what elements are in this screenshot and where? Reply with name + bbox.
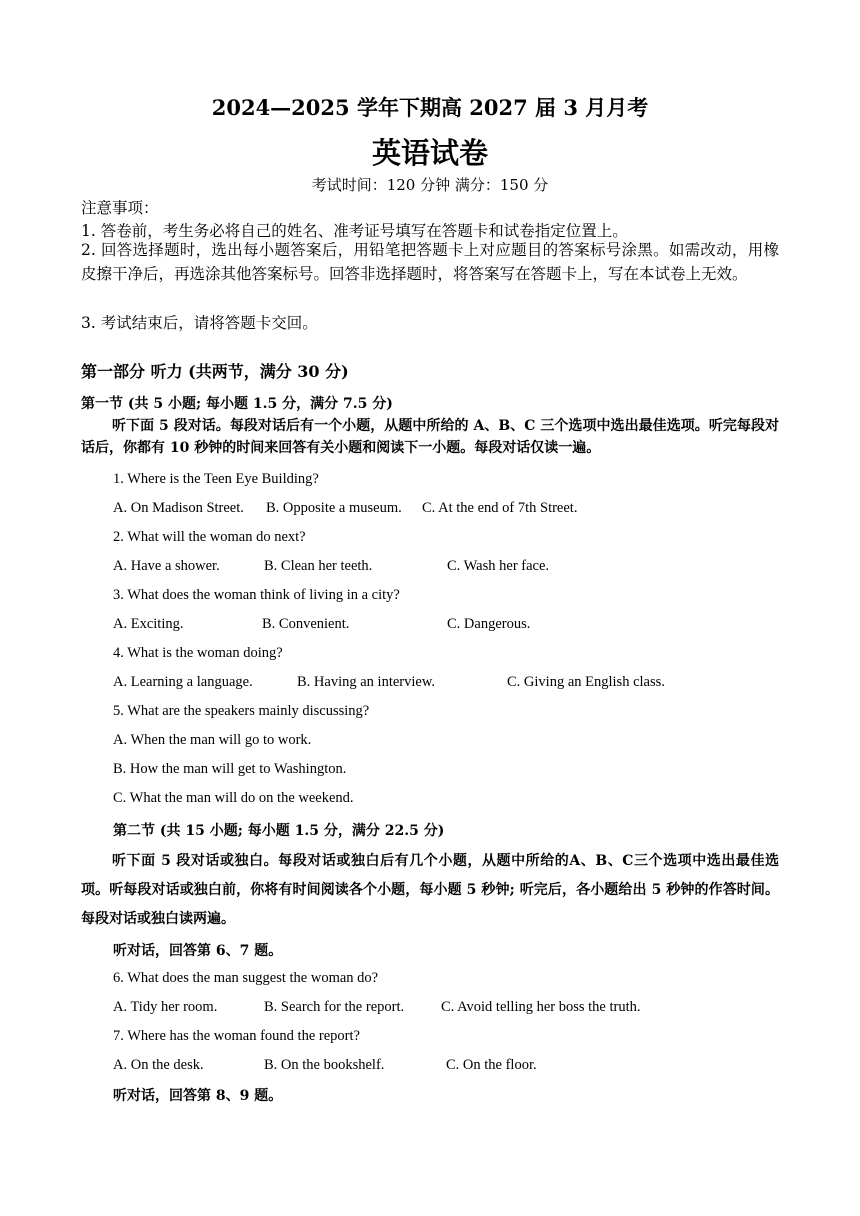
option-7a: A. On the desk.	[113, 1057, 204, 1073]
exam-title: 2024—2025 学年下期高 2027 届 3 月月考	[211, 95, 649, 120]
option-6b: B. Search for the report.	[264, 999, 405, 1015]
option-4a: A. Learning a language.	[113, 674, 253, 690]
question-6: 6. What does the man suggest the woman do?	[113, 970, 379, 986]
question-7: 7. Where has the woman found the report?	[113, 1028, 360, 1044]
part1-title: 第一部分 听力 (共两节，满分 30 分)	[81, 362, 349, 381]
section2-instructions: 听下面 5 段对话或独白。每段对话或独白后有几个小题，从题中所给的A、B、C三个选项中选出最佳选项。听每段对话或独白前，你将有时间阅读各个小题，每小题 5 秒钟; 听完后，各小题给出 5 秒钟的作答时间。每段对话或独白读两遍。	[81, 853, 779, 927]
option-5b: B. How the man will get to Washington.	[113, 761, 347, 777]
option-1b: B. Opposite a museum.	[266, 500, 402, 516]
section1-instructions: 听下面 5 段对话。每段对话后有一个小题，从题中所给的 A、B、C 三个选项中选出最佳选项。听完每段对话后，你都有 10 秒钟的时间来回答有关小题和阅读下一小题。每段对话仅读一遍。	[81, 418, 779, 456]
notice-item-1: 1. 答卷前，考生务必将自己的姓名、准考证号填写在答题卡和试卷指定位置上。	[81, 222, 628, 240]
question-1: 1. Where is the Teen Eye Building?	[113, 471, 319, 487]
option-2a: A. Have a shower.	[113, 558, 220, 574]
notice-item-3: 3. 考试结束后，请将答题卡交回。	[81, 314, 318, 332]
question-5: 5. What are the speakers mainly discussing?	[113, 703, 370, 719]
option-4c: C. Giving an English class.	[507, 674, 665, 690]
question-2: 2. What will the woman do next?	[113, 529, 306, 545]
option-3b: B. Convenient.	[262, 616, 350, 632]
option-6c: C. Avoid telling her boss the truth.	[441, 999, 641, 1015]
option-1a: A. On Madison Street.	[113, 500, 244, 516]
option-7b: B. On the bookshelf.	[264, 1057, 385, 1073]
option-5c: C. What the man will do on the weekend.	[113, 790, 354, 806]
question-3: 3. What does the woman think of living in a city?	[113, 587, 400, 603]
exam-meta: 考试时间：120 分钟 满分：150 分	[311, 176, 549, 194]
subject-title: 英语试卷	[371, 136, 488, 170]
section2-title: 第二节 (共 15 小题; 每小题 1.5 分，满分 22.5 分)	[113, 823, 445, 839]
option-5a: A. When the man will go to work.	[113, 732, 312, 748]
section1-title: 第一节 (共 5 小题; 每小题 1.5 分，满分 7.5 分)	[81, 396, 393, 412]
notice-heading: 注意事项：	[81, 199, 159, 217]
question-4: 4. What is the woman doing?	[113, 645, 283, 661]
group-6-7-heading: 听对话，回答第 6、7 题。	[113, 943, 283, 959]
notice-item-2: 2. 回答选择题时，选出每小题答案后，用铅笔把答题卡上对应题目的答案标号涂黑。如需改动，用橡皮擦干净后，再选涂其他答案标号。回答非选择题时，将答案写在答题卡上，写在本试卷上无效。	[81, 241, 779, 283]
option-6a: A. Tidy her room.	[113, 999, 218, 1015]
option-1c: C. At the end of 7th Street.	[422, 500, 578, 516]
option-4b: B. Having an interview.	[297, 674, 435, 690]
option-2c: C. Wash her face.	[447, 558, 550, 574]
option-7c: C. On the floor.	[446, 1057, 537, 1073]
option-3c: C. Dangerous.	[447, 616, 531, 632]
group-8-9-heading: 听对话，回答第 8、9 题。	[113, 1088, 283, 1104]
option-3a: A. Exciting.	[113, 616, 184, 632]
option-2b: B. Clean her teeth.	[264, 558, 373, 574]
